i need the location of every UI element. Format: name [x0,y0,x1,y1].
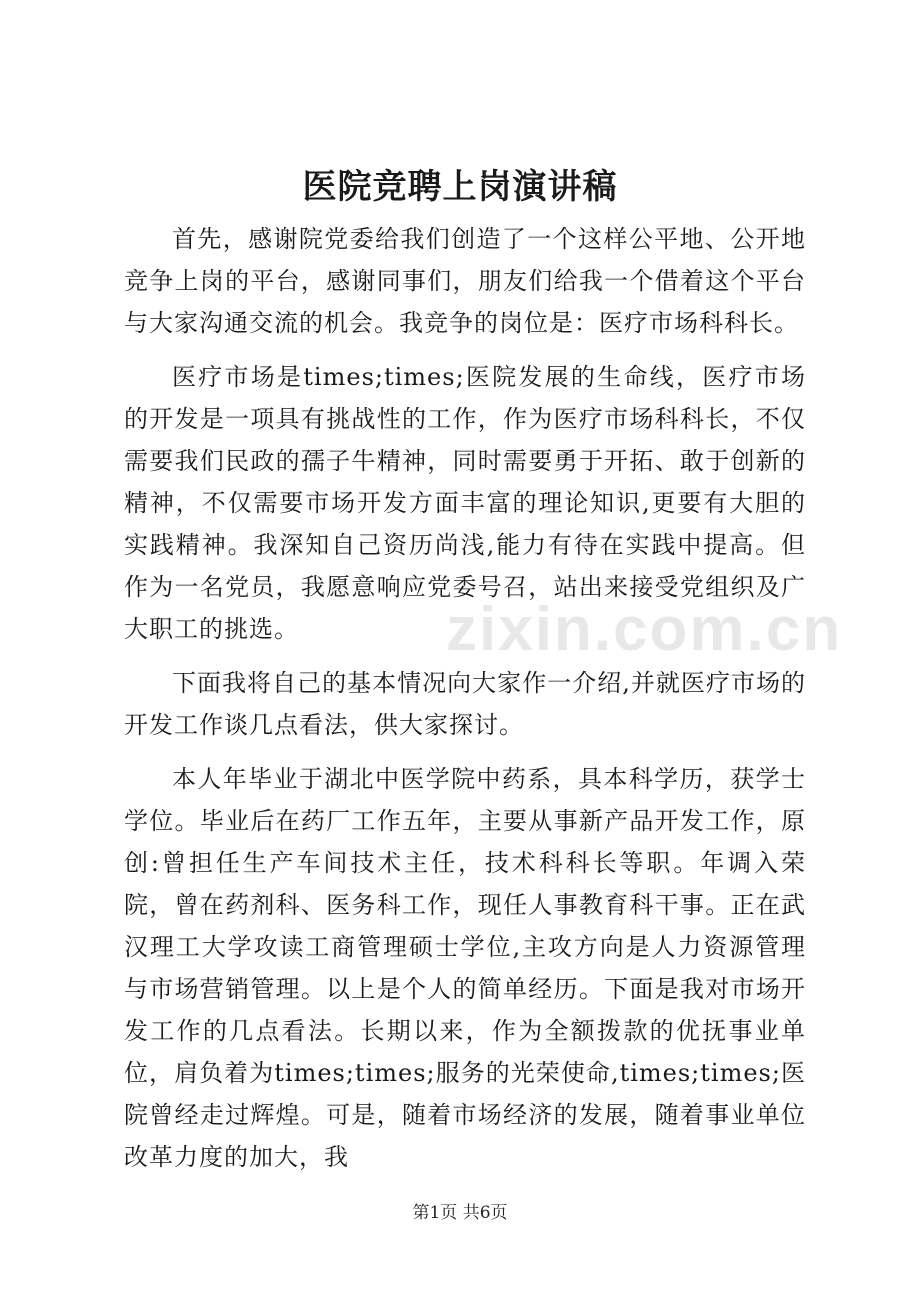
page-footer: 第1页 共6页 [412,1203,508,1223]
body-text [124,218,806,1190]
page-title: 医院竞聘上岗演讲稿 [302,167,618,207]
paragraph-2: 医疗市场是times;times;医院发展的生命线，医疗市场的开发是一项具有挑战性的工作，作为医疗市场科科长，不仅需要我们民政的孺子牛精神，同时需要勇于开拓、敢于创新的精神，不仅需要市场开发方面丰富的理论知识,更要有大胆的实践精神。我深知自己资历尚浅,能力有待在实践中提高。但作为一名党员，我愿意响应党委号召，站出来接受党组织及广大职工的挑选。 [124,363,806,643]
paragraph-3: 下面我将自己的基本情况向大家作一介绍,并就医疗市场的开发工作谈几点看法，供大家探讨。 [124,669,806,739]
watermark: zixin.com.cn [446,595,843,664]
paragraph-4: 本人年毕业于湖北中医学院中药系，具本科学历，获学士学位。毕业后在药厂工作五年，主要从事新产品开发工作，原创:曾担任生产车间技术主任，技术科科长等职。年调入荣院，曾在药剂科、医务科工作，现任人事教育科干事。正在武汉理工大学攻读工商管理硕士学位,主攻方向是人力资源管理与市场营销管理。以上是个人的简单经历。下面是我对市场开发工作的几点看法。长期以来，作为全额拨款的优抚事业单位，肩负着为times;times;服务的光荣使命,times;times;医院曾经走过辉煌。可是，随着市场经济的发展，随着事业单位改革力度的加大，我 [124,765,806,1171]
paragraph-1: 首先，感谢院党委给我们创造了一个这样公平地、公开地竞争上岗的平台，感谢同事们，朋友们给我一个借着这个平台与大家沟通交流的机会。我竞争的岗位是：医疗市场科科长。 [124,225,806,337]
